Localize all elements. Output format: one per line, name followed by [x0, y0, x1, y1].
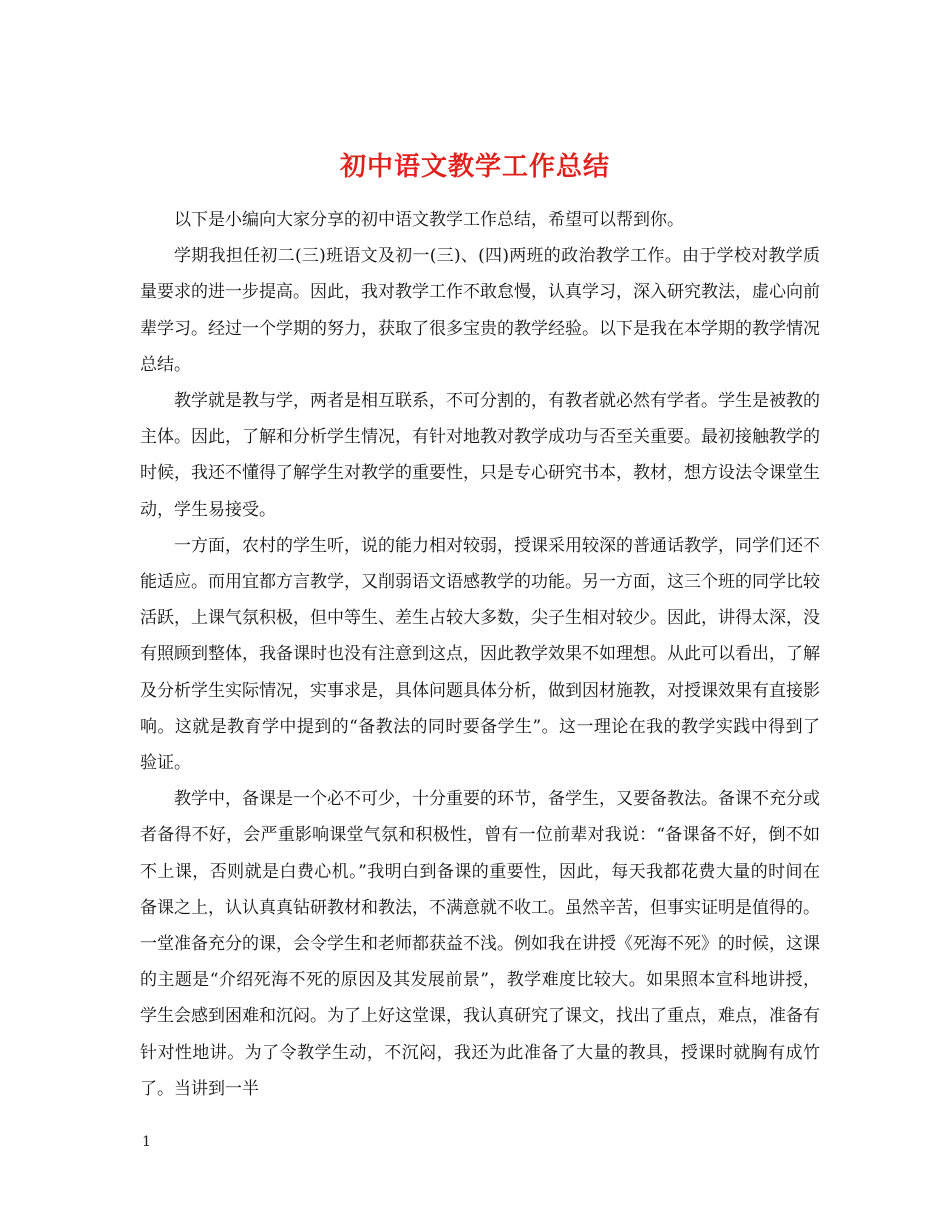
paragraph-lesson-preparation: 教学中，备课是一个必不可少，十分重要的环节，备学生，又要备教法。备课不充分或者备得不好，会严重影响课堂气氛和积极性，曾有一位前辈对我说：“备课备不好，倒不如不上课，否则就是白费心机。”我明白到备课的重要性，因此，每天我都花费大量的时间在备课之上，认认真真钻研教材和教法，不满意就不收工。虽然辛苦，但事实证明是值得的。一堂准备充分的课，会令学生和老师都获益不浅。例如我在讲授《死海不死》的时候，这课的主题是“介绍死海不死的原因及其发展前景”，教学难度比较大。如果照本宣科地讲授，学生会感到困难和沉闷。为了上好这堂课，我认真研究了课文，找出了重点，难点，准备有针对性地讲。为了令教学生动，不沉闷，我还为此准备了大量的教具，授课时就胸有成竹了。当讲到一半 [140, 789, 820, 1099]
paragraph-intro: 以下是小编向大家分享的初中语文教学工作总结，希望可以帮到你。 [174, 210, 684, 230]
paragraph-semester: 学期我担任初二(三)班语文及初一(三)、(四)两班的政治教学工作。由于学校对教学质量要求的进一步提高。因此，我对教学工作不敢怠慢，认真学习，深入研究教法，虚心向前辈学习。经过一个学期的努力，获取了很多宝贵的教学经验。以下是我在本学期的教学情况总结。 [140, 246, 820, 375]
paragraph-teaching-learning: 教学就是教与学，两者是相互联系，不可分割的，有教者就必然有学者。学生是被教的主体。因此，了解和分析学生情况，有针对地教对教学成功与否至关重要。最初接触教学的时候，我还不懂得了解学生对教学的重要性，只是专心研究书本，教材，想方设法令课堂生动，学生易接受。 [140, 391, 820, 520]
document-title: 初中语文教学工作总结 [339, 152, 610, 183]
page-number: 1 [142, 1134, 151, 1150]
paragraph-students-analysis: 一方面，农村的学生听，说的能力相对较弱，授课采用较深的普通话教学，同学们还不能适应。而用宜都方言教学，又削弱语文语感教学的功能。另一方面，这三个班的同学比较活跃，上课气氛积极，但中等生、差生占较大多数，尖子生相对较少。因此，讲得太深，没有照顾到整体，我备课时也没有注意到这点，因此教学效果不如理想。从此可以看出，了解及分析学生实际情况，实事求是，具体问题具体分析，做到因材施教，对授课效果有直接影响。这就是教育学中提到的“备教法的同时要备学生”。这一理论在我的教学实践中得到了验证。 [140, 535, 820, 774]
document-body [140, 202, 820, 1107]
